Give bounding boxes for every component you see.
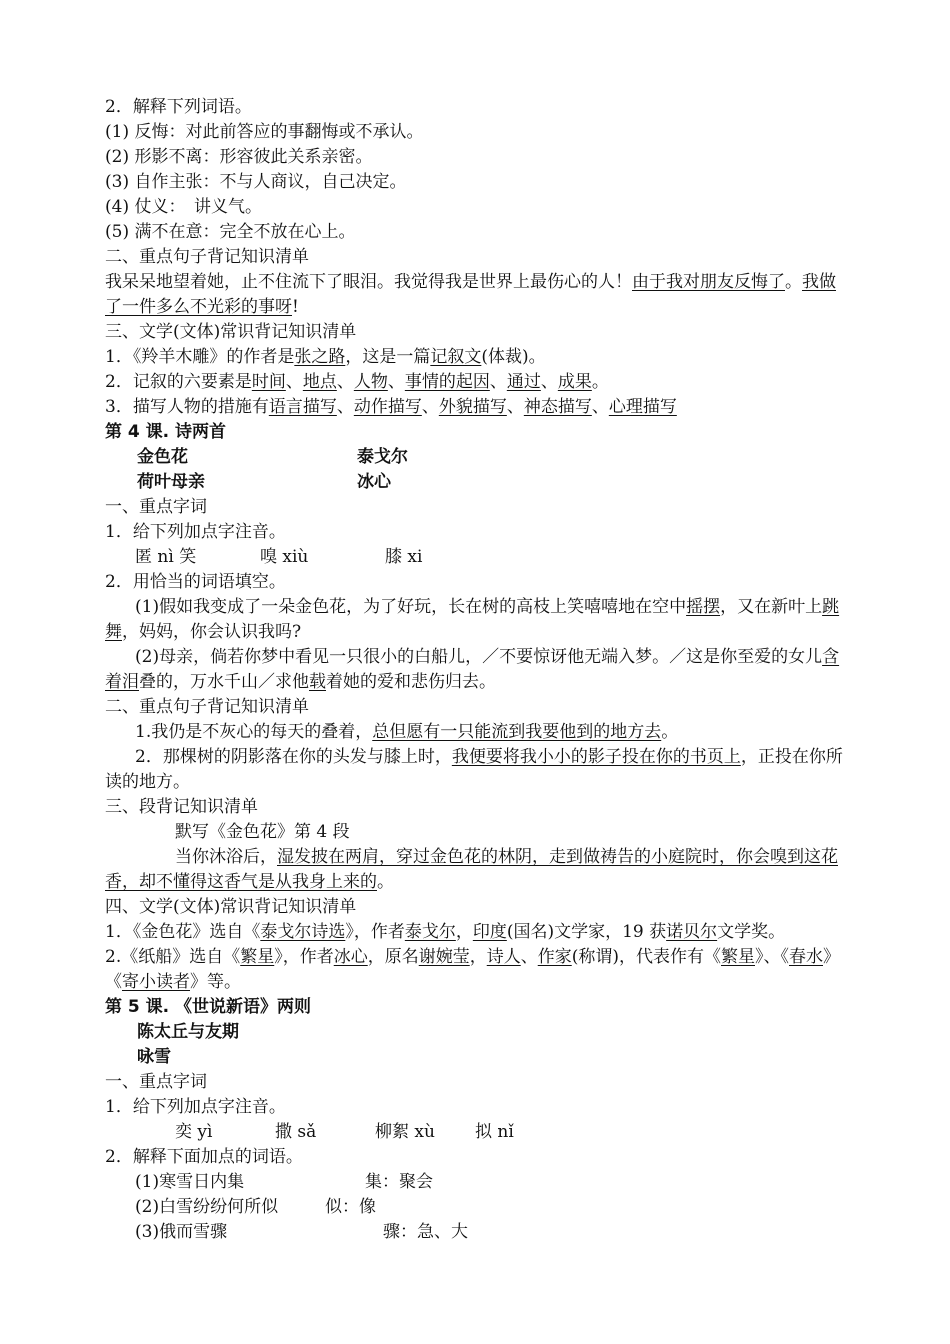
knowledge-line: 1．《金色花》选自《泰戈尔诗选》，作者泰戈尔，印度(国名)文学家，19 获诺贝尔文学奖。 xyxy=(105,922,786,942)
explanation-row: (1)寒雪日内集 集：聚会 xyxy=(135,1172,433,1192)
section-heading: 一、重点字词 xyxy=(105,497,207,517)
text-title: 咏雪 xyxy=(137,1047,171,1067)
fill-blank-item: (1)假如我变成了一朵金色花，为了好玩，长在树的高枝上笑嘻嘻地在空中摇摆，又在新叶上跳舞，妈妈，你会认识我吗? xyxy=(105,597,840,642)
definition-item: (1) 反悔：对此前答应的事翻悔或不承认。 xyxy=(105,122,424,142)
definition-item: (4) 仗义： 讲义气。 xyxy=(105,197,262,217)
definition-item: (5) 满不在意：完全不放在心上。 xyxy=(105,222,356,242)
section-heading: 四、文学(文体)常识背记知识清单 xyxy=(105,897,357,917)
knowledge-line: 1．《羚羊木雕》的作者是张之路，这是一篇记叙文(体裁)。 xyxy=(105,347,546,367)
key-sentence: 1.我仍是不灰心的每天的叠着，总但愿有一只能流到我要他到的地方去。 xyxy=(135,722,679,742)
knowledge-line: 2．记叙的六要素是时间、地点、人物、事情的起因、通过、成果。 xyxy=(105,372,609,392)
poem-row xyxy=(105,445,847,470)
question: 2．解释下面加点的词语。 xyxy=(105,1147,303,1167)
knowledge-line: 2.《纸船》选自《繁星》，作者冰心，原名谢婉莹，诗人、作家(称谓)，代表作有《繁星》、《春水》《寄小读者》等。 xyxy=(105,947,840,992)
fill-blank-item: (2)母亲，倘若你梦中看见一只很小的白船儿，／不要惊讶他无端入梦。／这是你至爱的女儿含着泪叠的，万水千山／求他载着她的爱和悲伤归去。 xyxy=(105,647,840,692)
section-heading: 三、段背记知识清单 xyxy=(105,797,258,817)
knowledge-line: 3．描写人物的措施有语言描写、动作描写、外貌描写、神态描写、心理描写 xyxy=(105,397,677,417)
poem-title: 金色花 xyxy=(137,447,188,467)
section-heading: 二、重点句子背记知识清单 xyxy=(105,697,309,717)
dictation-note: 默写《金色花》第 4 段 xyxy=(175,822,350,842)
section-heading: 2．解释下列词语。 xyxy=(105,97,252,117)
key-sentence: 2．那棵树的阴影落在你的头发与膝上时，我便要将我小小的影子投在你的书页上，正投在你所读的地方。 xyxy=(105,747,843,792)
text-title: 陈太丘与友期 xyxy=(137,1022,239,1042)
lesson-title: 第 5 课. 《世说新语》两则 xyxy=(105,997,312,1017)
question: 1．给下列加点字注音。 xyxy=(105,1097,286,1117)
question: 1．给下列加点字注音。 xyxy=(105,522,286,542)
section-heading: 三、文学(文体)常识背记知识清单 xyxy=(105,322,357,342)
document-page xyxy=(105,95,847,1245)
dictation-paragraph: 当你沐浴后，湿发披在两肩，穿过金色花的林阴，走到做祷告的小庭院时，你会嗅到这花香，却不懂得这香气是从我身上来的。 xyxy=(105,847,838,892)
poem-author: 冰心 xyxy=(357,472,391,492)
key-sentence: 我呆呆地望着她，止不住流下了眼泪。我觉得我是世界上最伤心的人！由于我对朋友反悔了。我做了一件多么不光彩的事呀! xyxy=(105,272,836,317)
lesson-title: 第 4 课. 诗两首 xyxy=(105,422,227,442)
question: 2．用恰当的词语填空。 xyxy=(105,572,286,592)
poem-row xyxy=(105,470,847,495)
explanation-row: (2)白雪纷纷何所似 似：像 xyxy=(135,1197,376,1217)
explanation-row: (3)俄而雪骤 骤：急、大 xyxy=(135,1222,468,1242)
section-heading: 二、重点句子背记知识清单 xyxy=(105,247,309,267)
pinyin-row: 匿 nì 笑 嗅 xiù 膝 xi xyxy=(135,547,423,567)
poem-title: 荷叶母亲 xyxy=(137,472,205,492)
section-heading: 一、重点字词 xyxy=(105,1072,207,1092)
definition-item: (2) 形影不离：形容彼此关系亲密。 xyxy=(105,147,373,167)
pinyin-row: 奕 yì 撒 sǎ 柳絮 xù 拟 nǐ xyxy=(175,1122,514,1142)
definition-item: (3) 自作主张：不与人商议，自己决定。 xyxy=(105,172,407,192)
poem-author: 泰戈尔 xyxy=(357,447,408,467)
